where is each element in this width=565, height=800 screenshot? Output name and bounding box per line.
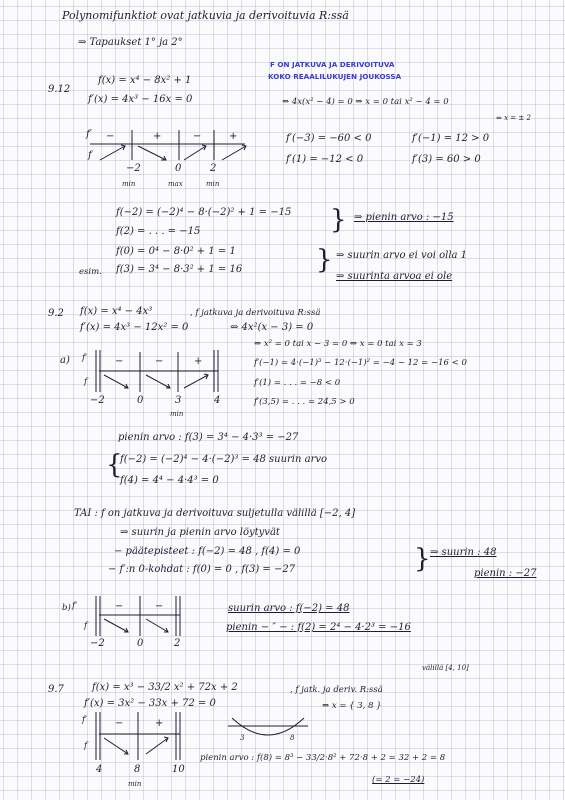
test-value: f′(3,5) = . . . = 24,5 > 0	[254, 397, 355, 407]
endpoint-value: f(4) = 4⁴ − 4·4³ = 0	[120, 475, 219, 486]
interval-note: välillä [4, 10]	[422, 664, 469, 672]
page-title: Polynomifunktiot ovat jatkuvia ja derivoituvia R:ssä	[62, 9, 349, 22]
derivative-equation: f′(x) = 3x² − 33x + 72 = 0	[84, 698, 216, 709]
sign-row-label-f: f	[84, 377, 88, 387]
derivative-equation: f′(x) = 4x³ − 12x² = 0	[80, 322, 189, 333]
conclusion: ⇒ suurin arvo ei voi olla 1	[336, 250, 468, 261]
bullet-endpoints: − päätepisteet : f(−2) = 48 , f(4) = 0	[114, 546, 301, 557]
x-mark: −2	[90, 395, 105, 406]
factor-step: ⇔ 4x²(x − 3) = 0	[230, 322, 314, 333]
alternative-method: TAI : f on jatkuva ja derivoituva suljetulla välillä [−2, 4]	[74, 508, 356, 519]
result-min: pienin : −27	[474, 568, 537, 579]
sign-row-label-f: f	[84, 621, 88, 631]
part-label: a)	[60, 355, 70, 366]
function-definition: f(x) = x⁴ − 8x² + 1	[98, 75, 192, 86]
tail-calculation: (= 2 = −24)	[372, 775, 425, 785]
sign-plus: +	[229, 131, 238, 142]
sign-row-label-fprime: f′	[72, 601, 78, 611]
x-mark: 0	[175, 163, 182, 174]
bracket: }	[330, 205, 347, 235]
bullet-zeros: − f′:n 0-kohdat : f(0) = 0 , f(3) = −27	[108, 564, 296, 575]
sign-row-label-fprime: f′	[82, 353, 88, 363]
endpoint-value: f(−2) = (−2)⁴ − 4·(−2)³ = 48 suurin arvo	[120, 454, 328, 465]
continuity-note: , f jatkuva ja derivoituva R:ssä	[190, 308, 321, 318]
value-line: f(−2) = (−2)⁴ − 8·(−2)² + 1 = −15	[116, 207, 292, 218]
extremum-label: min	[170, 410, 184, 418]
solve-roots: ⇔ x = ± 2	[496, 114, 531, 122]
problem-number: 9.7	[48, 684, 64, 695]
min-value-line: pienin arvo : f(3) = 3⁴ − 4·3³ = −27	[118, 432, 299, 443]
problem-number: 9.2	[48, 308, 64, 319]
derivative-equation: f′(x) = 4x³ − 16x = 0	[88, 94, 193, 105]
solve-step: ⇔ 4x(x² − 4) = 0 ⇒ x = 0 tai x² − 4 = 0	[282, 97, 449, 107]
sign-plus: +	[153, 131, 162, 142]
x-mark: 2	[174, 638, 181, 649]
sign-plus: +	[155, 718, 164, 729]
x-mark: 0	[137, 395, 144, 406]
part-label: b)	[62, 603, 71, 613]
sign-row-label-fprime: f′	[82, 715, 88, 725]
sign-minus: −	[115, 718, 124, 729]
min-value-line: pienin arvo : f(8) = 8³ − 33/2·8² + 72·8 + 2 = 32 + 2 = 8	[200, 753, 446, 763]
x-mark: 4	[96, 764, 103, 775]
stamp-line-2: KOKO REAALILUKUJEN JOUKOSSA	[268, 72, 402, 81]
x-mark: 8	[134, 764, 141, 775]
parabola-root: 8	[290, 734, 295, 742]
stamp-line-1: F ON JATKUVA JA DERIVOITUVA	[270, 60, 395, 69]
conclusion: ⇒ suurinta arvoa ei ole	[336, 271, 453, 282]
sign-row-label-f: f	[84, 741, 88, 751]
x-mark: 0	[137, 638, 144, 649]
sign-minus: −	[193, 131, 202, 142]
extremum-label: min	[206, 180, 220, 188]
roots-step: ⇔ x² = 0 tai x − 3 = 0 ⇔ x = 0 tai x = 3	[254, 339, 422, 349]
sign-minus: −	[155, 601, 164, 612]
sign-minus: −	[115, 601, 124, 612]
x-mark: 4	[214, 395, 221, 406]
bracket: {	[106, 450, 123, 480]
test-value: f′(−1) = 12 > 0	[412, 133, 490, 144]
continuity-note: , f jatk. ja deriv. R:ssä	[290, 685, 383, 695]
page-subtitle: ⇒ Tapaukset 1° ja 2°	[78, 37, 183, 48]
value-line: f(0) = 0⁴ − 8·0² + 1 = 1	[116, 246, 236, 257]
sign-minus: −	[106, 131, 115, 142]
parabola-root: 3	[240, 734, 245, 742]
test-value: f′(3) = 60 > 0	[412, 154, 481, 165]
function-definition: f(x) = x⁴ − 4x³	[80, 306, 153, 317]
x-mark: 10	[172, 764, 185, 775]
bracket: }	[414, 544, 431, 574]
test-value: f′(1) = . . . = −8 < 0	[254, 378, 341, 388]
test-value: f′(−3) = −60 < 0	[286, 133, 372, 144]
x-mark: −2	[90, 638, 105, 649]
test-value: f′(1) = −12 < 0	[286, 154, 364, 165]
solution: ⇔ x = { 3, 8 }	[322, 701, 382, 711]
sign-plus: +	[194, 356, 203, 367]
sign-row-label-f: f	[88, 150, 92, 161]
value-line: f(2) = . . . = −15	[116, 226, 201, 237]
x-mark: −2	[126, 163, 141, 174]
example-label: esim.	[79, 267, 102, 277]
extremum-label: max	[168, 180, 183, 188]
conclusion: ⇒ pienin arvo : −15	[354, 212, 454, 223]
min-value-line: pienin − ″ − : f(2) = 2⁴ − 4·2³ = −16	[226, 622, 411, 633]
value-line: f(3) = 3⁴ − 8·3² + 1 = 16	[116, 264, 243, 275]
result-max: ⇒ suurin : 48	[430, 547, 497, 558]
bracket: }	[316, 245, 333, 275]
x-mark: 3	[175, 395, 182, 406]
problem-number: 9.12	[48, 84, 71, 95]
sign-minus: −	[155, 356, 164, 367]
extremum-label: min	[128, 780, 142, 788]
sign-row-label-fprime: f′	[86, 129, 92, 140]
extremum-label: min	[122, 180, 136, 188]
function-definition: f(x) = x³ − 33/2 x² + 72x + 2	[92, 682, 238, 693]
test-value: f′(−1) = 4·(−1)³ − 12·(−1)² = −4 − 12 = −16 < 0	[254, 358, 467, 368]
alternative-subtext: ⇒ suurin ja pienin arvo löytyvät	[120, 527, 280, 538]
max-value-line: suurin arvo : f(−2) = 48	[228, 603, 350, 614]
sign-minus: −	[115, 356, 124, 367]
x-mark: 2	[210, 163, 217, 174]
